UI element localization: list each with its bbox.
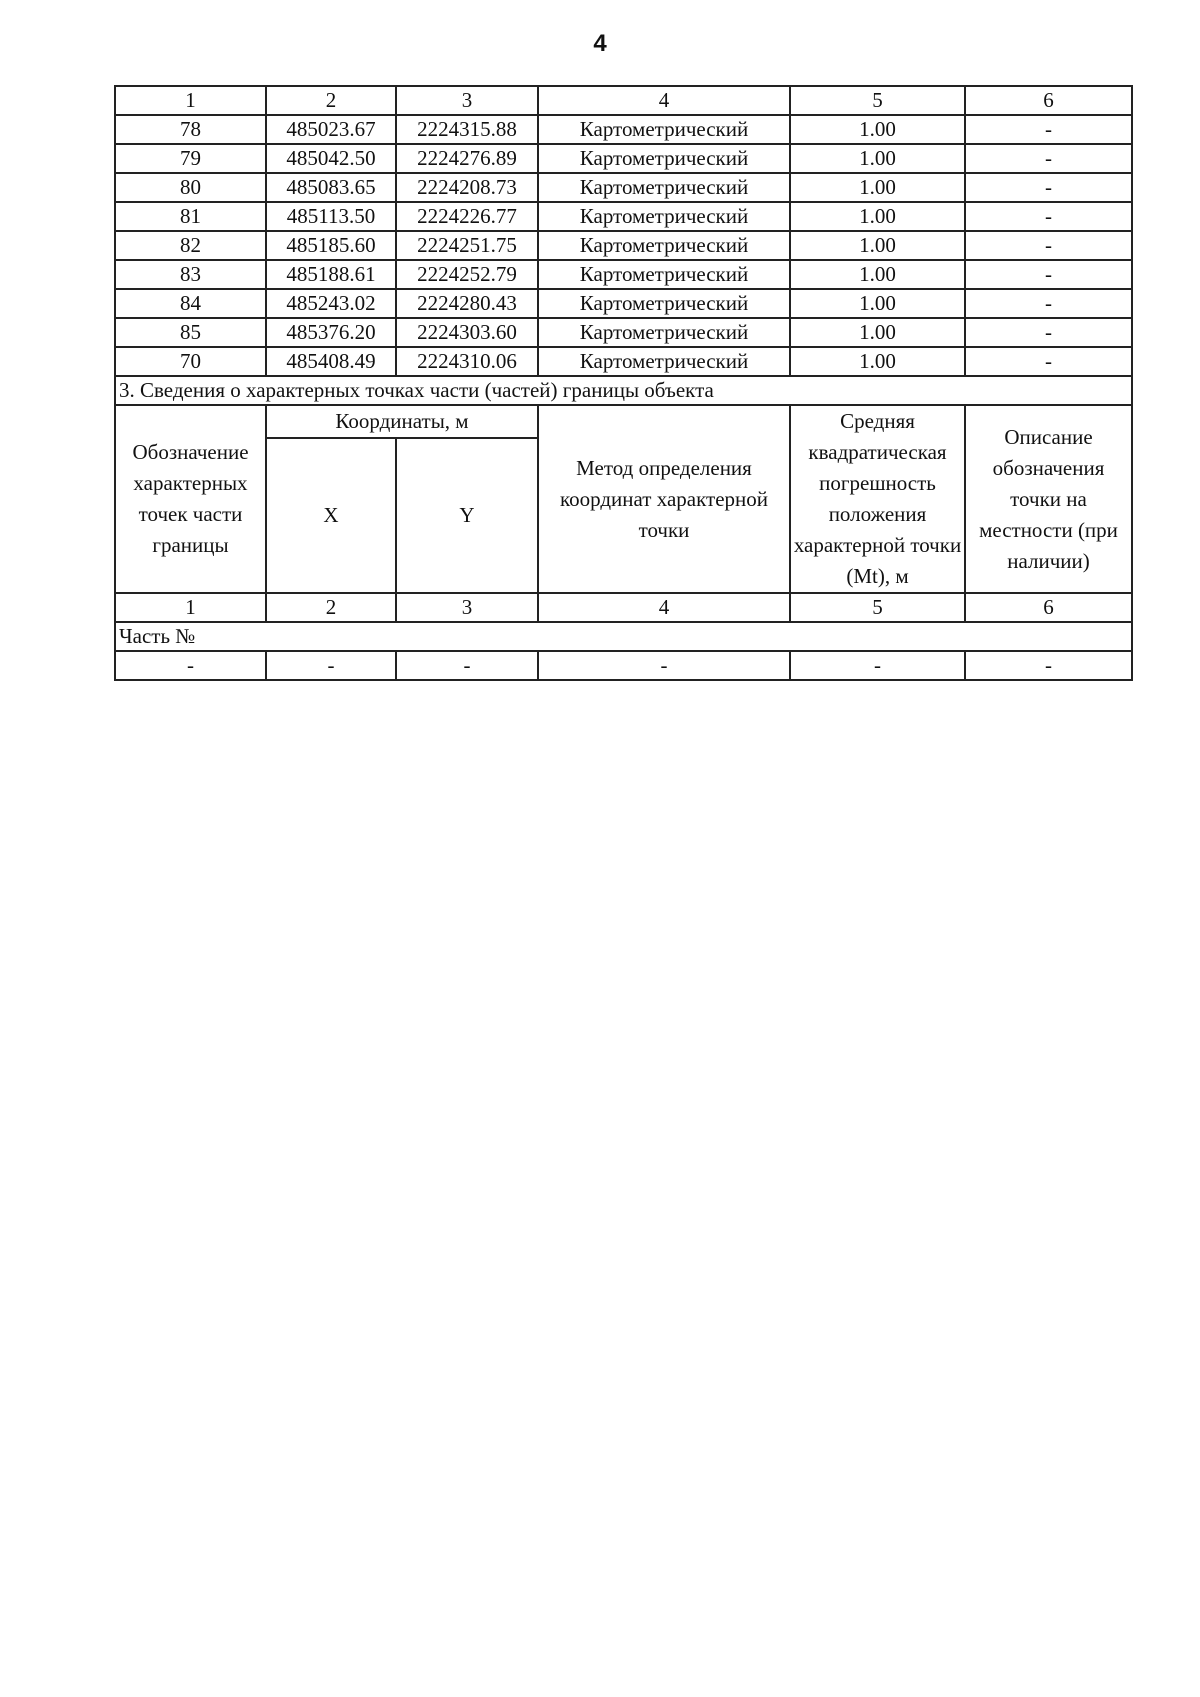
table-cell: 84 bbox=[115, 289, 266, 318]
table-cell: - bbox=[965, 318, 1132, 347]
header-row bbox=[115, 405, 1132, 438]
column-number-cell: 1 bbox=[115, 86, 266, 115]
table-cell: - bbox=[965, 173, 1132, 202]
section-title: 3. Сведения о характерных точках части (частей) границы объекта bbox=[115, 376, 1132, 405]
table-cell: - bbox=[538, 651, 790, 680]
table-cell: Картометрический bbox=[538, 260, 790, 289]
table-cell: - bbox=[790, 651, 965, 680]
table-cell: Картометрический bbox=[538, 144, 790, 173]
table-cell: 2224276.89 bbox=[396, 144, 538, 173]
table-row bbox=[115, 173, 1132, 202]
table-cell: - bbox=[965, 115, 1132, 144]
table-cell: 2224303.60 bbox=[396, 318, 538, 347]
table-cell: 485185.60 bbox=[266, 231, 396, 260]
table-cell: Картометрический bbox=[538, 115, 790, 144]
table-cell: Картометрический bbox=[538, 173, 790, 202]
column-number-cell: 5 bbox=[790, 593, 965, 622]
table-cell: 2224280.43 bbox=[396, 289, 538, 318]
table-row bbox=[115, 202, 1132, 231]
table-cell: 80 bbox=[115, 173, 266, 202]
table-cell: Картометрический bbox=[538, 231, 790, 260]
column-number-cell: 6 bbox=[965, 86, 1132, 115]
table-cell: 1.00 bbox=[790, 318, 965, 347]
table-cell: 1.00 bbox=[790, 115, 965, 144]
section-title-row bbox=[115, 376, 1132, 405]
table-cell: 82 bbox=[115, 231, 266, 260]
column-number-cell: 4 bbox=[538, 593, 790, 622]
column-number-row bbox=[115, 593, 1132, 622]
table-row bbox=[115, 115, 1132, 144]
column-number-cell: 5 bbox=[790, 86, 965, 115]
column-number-cell: 3 bbox=[396, 86, 538, 115]
header-designation: Обозначение характерных точек части границы bbox=[115, 405, 266, 593]
table-cell: 2224252.79 bbox=[396, 260, 538, 289]
header-coordinates: Координаты, м bbox=[266, 405, 538, 438]
column-number-row bbox=[115, 86, 1132, 115]
table-cell: 485083.65 bbox=[266, 173, 396, 202]
table-cell: 1.00 bbox=[790, 347, 965, 376]
table-row bbox=[115, 651, 1132, 680]
table-cell: 485042.50 bbox=[266, 144, 396, 173]
table-cell: - bbox=[965, 144, 1132, 173]
table-cell: - bbox=[965, 651, 1132, 680]
table-cell: 2224310.06 bbox=[396, 347, 538, 376]
table-cell: Картометрический bbox=[538, 347, 790, 376]
table-cell: 485408.49 bbox=[266, 347, 396, 376]
table-cell: 81 bbox=[115, 202, 266, 231]
table-cell: 2224251.75 bbox=[396, 231, 538, 260]
header-description: Описание обозначения точки на местности (при наличии) bbox=[965, 405, 1132, 593]
table-cell: Картометрический bbox=[538, 202, 790, 231]
coordinates-table bbox=[114, 85, 1133, 681]
table-cell: - bbox=[965, 231, 1132, 260]
table-cell: 2224226.77 bbox=[396, 202, 538, 231]
table-row bbox=[115, 318, 1132, 347]
table-cell: 79 bbox=[115, 144, 266, 173]
column-number-cell: 4 bbox=[538, 86, 790, 115]
column-number-cell: 2 bbox=[266, 593, 396, 622]
table-cell: - bbox=[965, 347, 1132, 376]
table-row bbox=[115, 347, 1132, 376]
table-cell: 1.00 bbox=[790, 173, 965, 202]
table-cell: - bbox=[965, 260, 1132, 289]
column-number-cell: 1 bbox=[115, 593, 266, 622]
header-error: Средняя квадратическая погрешность положения характерной точки (Mt), м bbox=[790, 405, 965, 593]
part-label: Часть № bbox=[115, 622, 1132, 651]
column-number-cell: 2 bbox=[266, 86, 396, 115]
table-cell: 485023.67 bbox=[266, 115, 396, 144]
part-label-row bbox=[115, 622, 1132, 651]
table-cell: - bbox=[965, 202, 1132, 231]
table-cell: 1.00 bbox=[790, 202, 965, 231]
table-cell: 1.00 bbox=[790, 144, 965, 173]
table-cell: 85 bbox=[115, 318, 266, 347]
table-cell: - bbox=[396, 651, 538, 680]
table-row bbox=[115, 289, 1132, 318]
table-cell: Картометрический bbox=[538, 318, 790, 347]
page-number: 4 bbox=[593, 30, 607, 57]
table-cell: 1.00 bbox=[790, 260, 965, 289]
table-cell: 2224315.88 bbox=[396, 115, 538, 144]
table-cell: 2224208.73 bbox=[396, 173, 538, 202]
table-cell: Картометрический bbox=[538, 289, 790, 318]
table-cell: - bbox=[115, 651, 266, 680]
header-x: X bbox=[266, 438, 396, 593]
table-cell: - bbox=[266, 651, 396, 680]
table-cell: 485113.50 bbox=[266, 202, 396, 231]
table-row bbox=[115, 260, 1132, 289]
header-method: Метод определения координат характерной точки bbox=[538, 405, 790, 593]
column-number-cell: 6 bbox=[965, 593, 1132, 622]
table-cell: 83 bbox=[115, 260, 266, 289]
table-cell: 485376.20 bbox=[266, 318, 396, 347]
table-cell: 485188.61 bbox=[266, 260, 396, 289]
table-cell: - bbox=[965, 289, 1132, 318]
table-cell: 70 bbox=[115, 347, 266, 376]
table-cell: 1.00 bbox=[790, 289, 965, 318]
column-number-cell: 3 bbox=[396, 593, 538, 622]
table-cell: 78 bbox=[115, 115, 266, 144]
table-cell: 485243.02 bbox=[266, 289, 396, 318]
table-cell: 1.00 bbox=[790, 231, 965, 260]
table-row bbox=[115, 144, 1132, 173]
table-row bbox=[115, 231, 1132, 260]
header-y: Y bbox=[396, 438, 538, 593]
